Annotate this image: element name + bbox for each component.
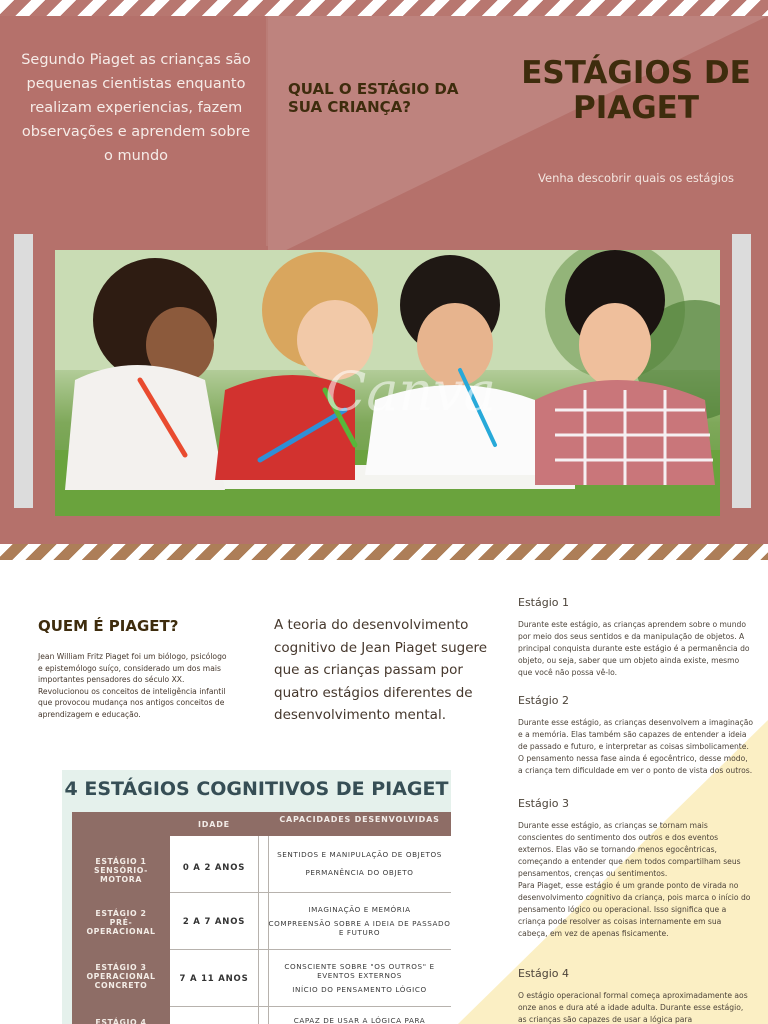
row-1-capacities	[268, 850, 451, 877]
stage-2-block	[518, 694, 753, 777]
stage-3-text: Durante esse estágio, as crianças se tornam mais conscientes do sentimento dos outros e dos eventos externos. Elas vão se tornando menos egocêntricas, começando a entender que nem todos compartilham seus pensamentos, crenças ou sentimentos.	[518, 821, 741, 878]
stage-4-block	[518, 967, 753, 1024]
stage-4-text: O estágio operacional formal começa aproximadamente aos onze anos e dura até a idade adulta. Durante esse estágio, as crianças são capazes de usar a lógica para	[518, 991, 748, 1024]
stage-2-text: Durante esse estágio, as crianças desenvolvem a imaginação e a memória. Elas também são capazes de entender a ideia de passado e futuro, e interpretar as coisas simbolicamente. O pensamento nessa fase ainda é egocêntrico, desse modo, a criança tem dificuldade em ver o ponto de vista dos outros.	[518, 718, 753, 775]
cognitive-stages-table	[62, 770, 451, 1024]
header-age: IDADE	[198, 820, 230, 829]
stage-1-block	[518, 596, 753, 679]
table-vline-1	[258, 836, 259, 1024]
photo-right-bar	[732, 234, 751, 508]
theory-text: A teoria do desenvolvimento cognitivo de Jean Piaget sugere que as crianças passam por quatro estágios diferentes de desenvolvimento mental.	[274, 617, 488, 723]
row-2-age: 2 A 7 ANOS	[182, 917, 246, 927]
stage-3-block	[518, 797, 753, 940]
row-4-stage: ESTÁGIO 4	[95, 1018, 147, 1024]
stage-4-heading: Estágio 4	[518, 967, 569, 980]
about-paragraph-1: Jean William Fritz Piaget foi um biólogo, psicólogo e epistemólogo suíço, considerado um dos mais importantes pensadores do século XX.	[38, 652, 227, 684]
stage-3-text-2: Para Piaget, esse estágio é um grande ponto de virada no desenvolvimento cognitivo da criança, pois marca o início do pensamento lógico ou operacional. Isso significa que a criança pode resolver as coisas internamente em sua cabeça, em vez de apenas fisicamente.	[518, 881, 751, 938]
row-2-capacity-1: IMAGINAÇÃO E MEMÓRIA	[308, 905, 411, 914]
row-3-capacity-2: INÍCIO DO PENSAMENTO LÓGICO	[292, 985, 427, 994]
row-3-capacity-1: CONSCIENTE SOBRE "OS OUTROS" E EVENTOS EXTERNOS	[284, 962, 435, 980]
table-row-divider	[170, 892, 451, 893]
table-body	[72, 812, 451, 1024]
row-2-capacity-2: COMPREENSÃO SOBRE A IDEIA DE PASSADO E FUTURO	[268, 919, 451, 937]
stage-1-text: Durante este estágio, as crianças aprendem sobre o mundo por meio dos seus sentidos e da manipulação de objetos. A principal conquista durante este estágio é a permanência do objeto, ou seja, saber que um objeto ainda existe, mesmo que você não possa vê-lo.	[518, 620, 750, 677]
photo-left-bar	[14, 234, 33, 508]
table-row-divider	[170, 949, 451, 950]
about-heading: QUEM É PIAGET?	[38, 617, 179, 635]
top-stripe-border	[0, 0, 768, 16]
row-1-capacity-2: PERMANÊNCIA DO OBJETO	[305, 868, 414, 877]
stage-1-heading: Estágio 1	[518, 596, 569, 609]
row-1-capacity-1: SENTIDOS E MANIPULAÇÃO DE OBJETOS	[277, 850, 442, 859]
table-title: 4 ESTÁGIOS COGNITIVOS DE PIAGET	[64, 778, 449, 800]
stage-3-heading: Estágio 3	[518, 797, 569, 810]
about-paragraph-2: Revolucionou os conceitos de inteligência infantil que provocou mudança nos antigos conceitos de aprendizagem e educação.	[38, 686, 226, 719]
row-1-stage: ESTÁGIO 1 SENSÓRIO-MOTORA	[93, 857, 149, 884]
about-text	[38, 651, 233, 720]
header-capacities: CAPACIDADES DESENVOLVIDAS	[279, 815, 440, 824]
row-3-age: 7 A 11 ANOS	[179, 974, 249, 984]
middle-stripe-border	[0, 544, 768, 560]
hero-question: QUAL O ESTÁGIO DA SUA CRIANÇA?	[288, 80, 459, 116]
stage-2-heading: Estágio 2	[518, 694, 569, 707]
row-2-capacities	[268, 905, 451, 937]
children-drawing-photo	[55, 250, 720, 516]
page-title: ESTÁGIOS DE PIAGET	[521, 55, 751, 126]
hero-subtitle: Venha descobrir quais os estágios	[538, 171, 734, 185]
canva-watermark: Canva	[325, 360, 496, 423]
row-1-age: 0 A 2 ANOS	[182, 863, 246, 873]
hero-intro-text: Segundo Piaget as crianças são pequenas cientistas enquanto realizam experiencias, fazem observações e aprendem sobre o mundo	[21, 52, 251, 164]
row-4-capacities	[268, 1016, 451, 1024]
row-3-stage: ESTÁGIO 3 OPERACIONAL CONCRETO	[86, 963, 156, 990]
row-4-capacity-1: CAPAZ DE USAR A LÓGICA PARA	[293, 1016, 426, 1024]
table-row-divider	[170, 1006, 451, 1007]
row-2-stage: ESTÁGIO 2 PRÉ-OPERACIONAL	[86, 909, 156, 936]
hero-divider	[266, 16, 268, 246]
row-3-capacities	[268, 962, 451, 994]
